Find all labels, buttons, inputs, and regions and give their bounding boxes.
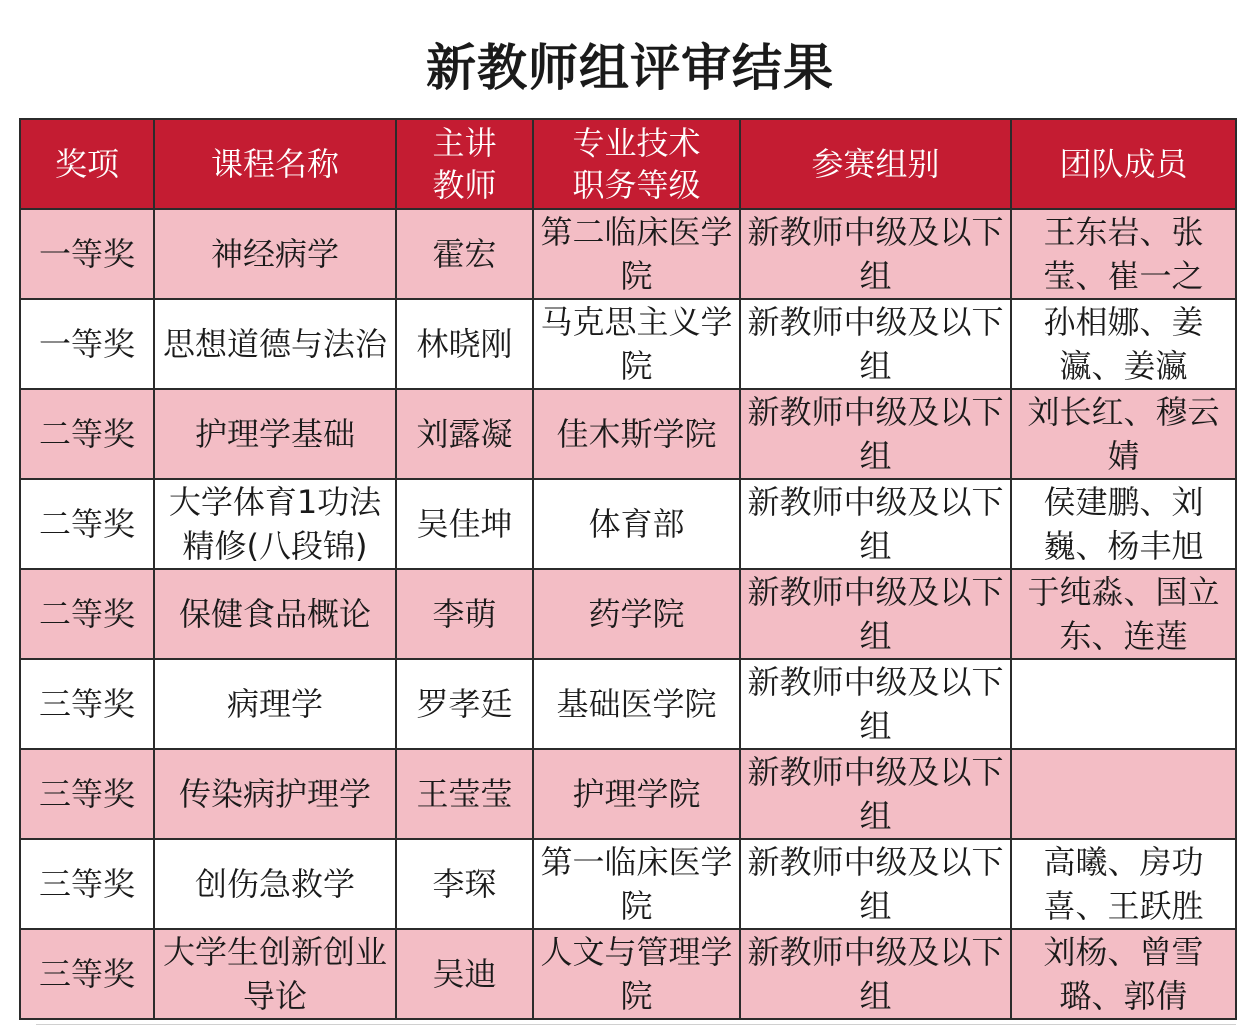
course-cell: 病理学 (154, 659, 396, 749)
course-cell: 大学生创新创业导论 (154, 929, 396, 1019)
teacher-cell: 刘露凝 (396, 389, 533, 479)
table-row (20, 299, 1236, 389)
title-level-cell: 马克思主义学院 (533, 299, 740, 389)
table-row (20, 659, 1236, 749)
title-level-cell: 人文与管理学院 (533, 929, 740, 1019)
group-cell: 新教师中级及以下组 (740, 929, 1011, 1019)
column-header-team: 团队成员 (1011, 119, 1236, 209)
column-header-award: 奖项 (20, 119, 154, 209)
teacher-cell: 李琛 (396, 839, 533, 929)
title-level-cell: 体育部 (533, 479, 740, 569)
award-cell: 三等奖 (20, 929, 154, 1019)
course-cell: 大学体育1功法精修(八段锦) (154, 479, 396, 569)
course-cell: 保健食品概论 (154, 569, 396, 659)
award-cell: 一等奖 (20, 209, 154, 299)
table-row (20, 839, 1236, 929)
award-cell: 三等奖 (20, 839, 154, 929)
title-level-cell: 基础医学院 (533, 659, 740, 749)
teacher-cell: 罗孝廷 (396, 659, 533, 749)
course-cell: 创伤急救学 (154, 839, 396, 929)
title-level-cell: 药学院 (533, 569, 740, 659)
team-cell: 高曦、房功喜、王跃胜 (1011, 839, 1236, 929)
group-cell: 新教师中级及以下组 (740, 569, 1011, 659)
column-header-title-level: 专业技术 职务等级 (533, 119, 740, 209)
group-cell: 新教师中级及以下组 (740, 749, 1011, 839)
award-cell: 二等奖 (20, 389, 154, 479)
award-cell: 二等奖 (20, 569, 154, 659)
award-cell: 三等奖 (20, 749, 154, 839)
team-cell: 于纯淼、国立东、连莲 (1011, 569, 1236, 659)
team-cell: 王东岩、张莹、崔一之 (1011, 209, 1236, 299)
award-cell: 三等奖 (20, 659, 154, 749)
title-level-cell: 第一临床医学院 (533, 839, 740, 929)
team-cell: 刘杨、曾雪璐、郭倩 (1011, 929, 1236, 1019)
column-header-course: 课程名称 (154, 119, 396, 209)
teacher-cell: 王莹莹 (396, 749, 533, 839)
table-row (20, 479, 1236, 569)
team-cell: 孙相娜、姜瀛、姜瀛 (1011, 299, 1236, 389)
team-cell: 侯建鹏、刘巍、杨丰旭 (1011, 479, 1236, 569)
table-row (20, 929, 1236, 1019)
group-cell: 新教师中级及以下组 (740, 839, 1011, 929)
title-level-cell: 护理学院 (533, 749, 740, 839)
teacher-cell: 吴迪 (396, 929, 533, 1019)
table-row (20, 569, 1236, 659)
teacher-cell: 霍宏 (396, 209, 533, 299)
group-cell: 新教师中级及以下组 (740, 209, 1011, 299)
results-table (19, 118, 1237, 1020)
course-cell: 护理学基础 (154, 389, 396, 479)
course-cell: 传染病护理学 (154, 749, 396, 839)
award-cell: 一等奖 (20, 299, 154, 389)
team-cell (1011, 659, 1236, 749)
bottom-divider (36, 1024, 1236, 1025)
header-row (20, 119, 1236, 209)
course-cell: 思想道德与法治 (154, 299, 396, 389)
column-header-group: 参赛组别 (740, 119, 1011, 209)
teacher-cell: 林晓刚 (396, 299, 533, 389)
table-row (20, 389, 1236, 479)
column-header-teacher: 主讲 教师 (396, 119, 533, 209)
group-cell: 新教师中级及以下组 (740, 659, 1011, 749)
course-cell: 神经病学 (154, 209, 396, 299)
title-level-cell: 第二临床医学院 (533, 209, 740, 299)
team-cell (1011, 749, 1236, 839)
award-cell: 二等奖 (20, 479, 154, 569)
title-level-cell: 佳木斯学院 (533, 389, 740, 479)
table-row (20, 209, 1236, 299)
teacher-cell: 李萌 (396, 569, 533, 659)
group-cell: 新教师中级及以下组 (740, 299, 1011, 389)
teacher-cell: 吴佳坤 (396, 479, 533, 569)
page-title: 新教师组评审结果 (426, 39, 834, 97)
group-cell: 新教师中级及以下组 (740, 389, 1011, 479)
team-cell: 刘长红、穆云婧 (1011, 389, 1236, 479)
table-row (20, 749, 1236, 839)
group-cell: 新教师中级及以下组 (740, 479, 1011, 569)
